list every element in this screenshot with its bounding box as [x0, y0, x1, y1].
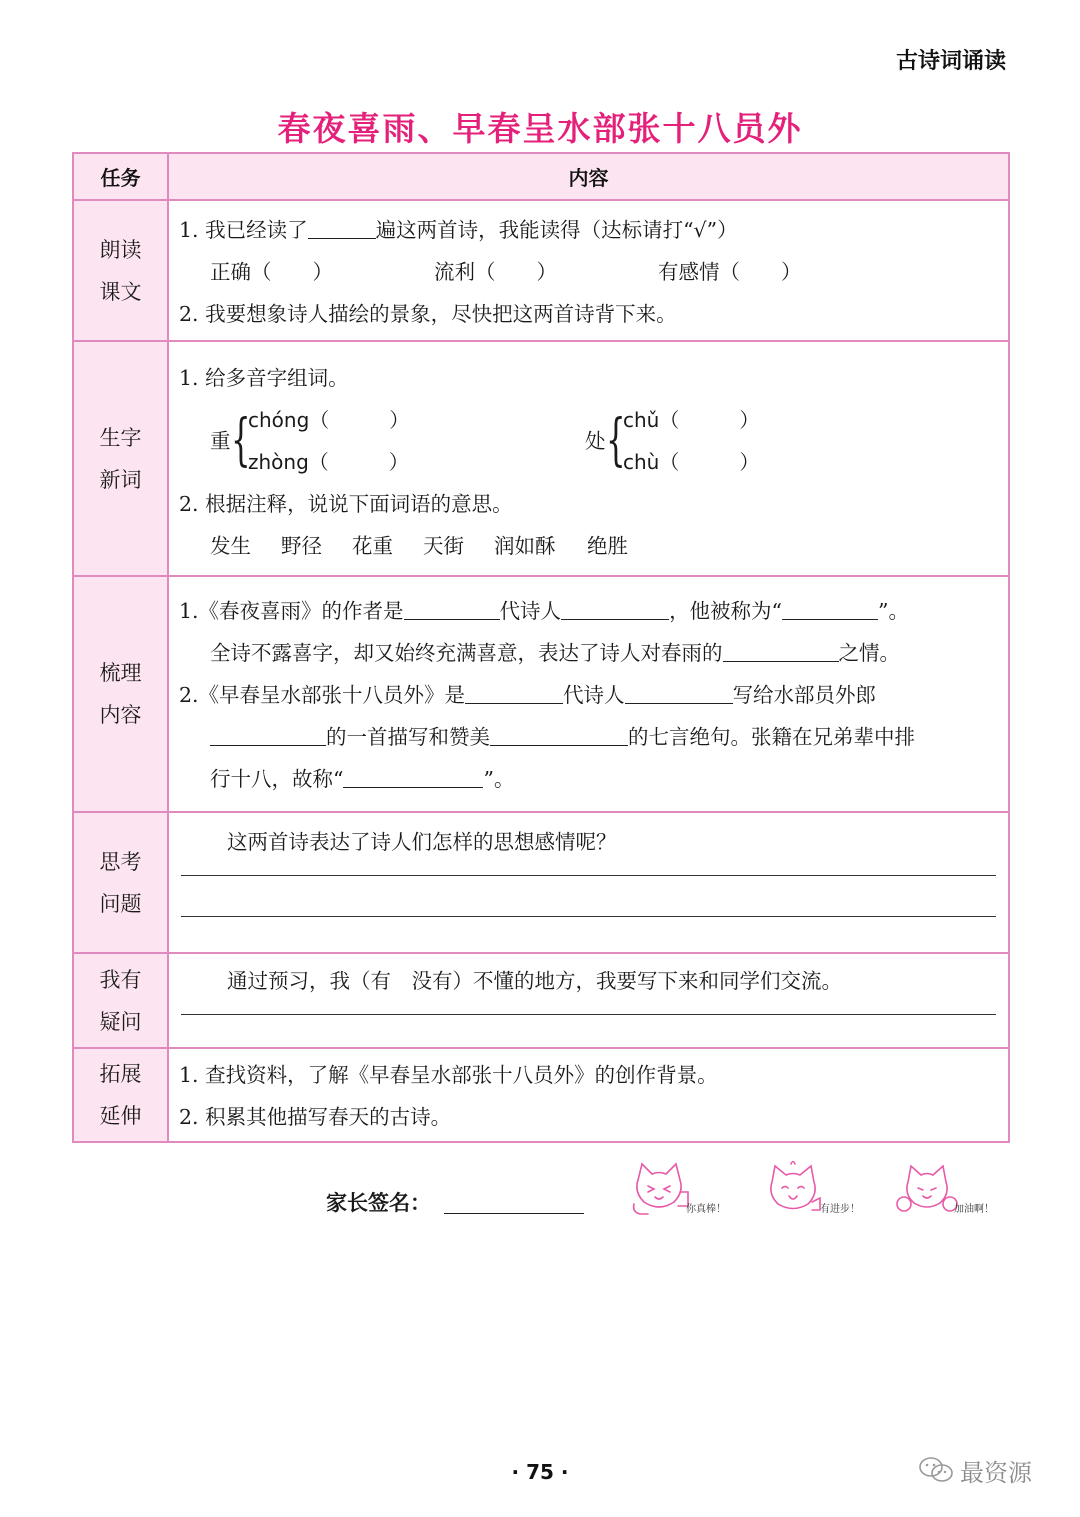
row-words [73, 341, 1009, 576]
term-list [179, 525, 998, 567]
brace-icon: { [231, 408, 251, 473]
cat-thumbs-up-icon [628, 1158, 690, 1220]
organize-line [179, 590, 998, 632]
fill-blank[interactable] [723, 638, 839, 662]
polyphone-char: 重 [210, 429, 231, 453]
polyphone-char: 处 [585, 429, 606, 453]
task-label: 内容 [99, 703, 142, 727]
task-content [73, 576, 168, 812]
content-organize [168, 576, 1009, 812]
fill-blank[interactable] [210, 722, 326, 746]
text: 1. 我已经读了 [179, 218, 308, 242]
task-label: 思考 [99, 849, 142, 874]
wechat-icon [918, 1455, 954, 1485]
text: 2.《早春呈水部张十八员外》是 [179, 683, 466, 707]
term: 润如酥 [494, 534, 556, 558]
sticker-caption: 有进步！ [820, 1204, 860, 1215]
task-label: 课文 [99, 279, 142, 304]
polyphone-row [179, 399, 998, 483]
words-q2: 2. 根据注释，说说下面词语的意思。 [179, 492, 513, 516]
row-content [73, 576, 1009, 812]
fill-blank[interactable] [404, 596, 500, 620]
task-label: 生字 [99, 425, 142, 450]
row-doubts [73, 953, 1009, 1048]
cat-cheering-icon [896, 1158, 958, 1220]
text: 代诗人 [563, 683, 625, 707]
task-label: 梳理 [99, 661, 142, 685]
sticker-great [628, 1158, 740, 1220]
term: 发生 [210, 534, 251, 558]
text: 1.《春夜喜雨》的作者是 [179, 599, 404, 623]
signature-line[interactable] [444, 1213, 584, 1214]
text: 行十八，故称“ [210, 767, 344, 791]
task-label: 延伸 [99, 1104, 142, 1128]
content-doubts [168, 953, 1009, 1048]
task-label: 新词 [99, 467, 142, 492]
pinyin-entry[interactable]: chóng（ ） [248, 408, 410, 432]
answer-line[interactable] [181, 875, 996, 876]
text: 写给水部员外郎 [732, 683, 877, 707]
text: 的一首描写和赞美 [326, 725, 490, 749]
task-doubts [73, 953, 168, 1048]
table-header-row [73, 153, 1009, 200]
text: 全诗不露喜字，却又始终充满喜意，表达了诗人对春雨的 [210, 641, 723, 665]
watermark-text: 最资源 [960, 1458, 1032, 1487]
fill-blank[interactable] [561, 596, 669, 620]
task-thinking [73, 812, 168, 953]
answer-line[interactable] [181, 916, 996, 917]
extension-q2: 2. 积累其他描写春天的古诗。 [179, 1105, 452, 1129]
task-label: 我有 [99, 967, 142, 992]
reading-options [179, 251, 998, 293]
row-reading [73, 200, 1009, 341]
task-words [73, 341, 168, 576]
thinking-question: 这两首诗表达了诗人们怎样的思想感情呢？ [227, 830, 617, 854]
header-content: 内容 [168, 153, 1009, 200]
row-extension [73, 1048, 1009, 1142]
pinyin-entry[interactable]: zhòng（ ） [248, 450, 409, 474]
term: 花重 [352, 534, 393, 558]
pinyin-entry[interactable]: chù（ ） [623, 450, 760, 474]
content-words [168, 341, 1009, 576]
sticker-caption: 加油啊！ [954, 1204, 994, 1215]
reading-q2: 2. 我要想象诗人描绘的景象，尽快把这两首诗背下来。 [179, 302, 677, 326]
row-thinking [73, 812, 1009, 953]
organize-line [179, 758, 998, 800]
term: 天街 [423, 534, 464, 558]
text: 的七言绝句。张籍在兄弟辈中排 [628, 725, 915, 749]
doubts-text: 通过预习，我（有 没有）不懂的地方，我要写下来和同学们交流。 [227, 969, 842, 993]
page-number: · 75 · [511, 1460, 569, 1484]
option-correct[interactable]: 正确（ ） [210, 260, 333, 284]
term: 野径 [281, 534, 322, 558]
text: ”。 [878, 599, 910, 623]
words-q1: 1. 给多音字组词。 [179, 366, 349, 390]
organize-line [179, 674, 998, 716]
fill-blank[interactable] [490, 722, 628, 746]
brace-icon: { [606, 408, 626, 473]
watermark [918, 1450, 1032, 1490]
sticker-caption: 你真棒！ [686, 1204, 726, 1215]
task-label: 朗读 [99, 237, 142, 262]
section-label: 古诗词诵读 [895, 49, 1006, 74]
header-task: 任务 [73, 153, 168, 200]
content-reading [168, 200, 1009, 341]
task-table [72, 152, 1010, 1143]
text: 之情。 [838, 641, 900, 665]
option-fluent[interactable]: 流利（ ） [434, 260, 557, 284]
organize-line [179, 716, 998, 758]
option-emotion[interactable]: 有感情（ ） [658, 260, 802, 284]
sticker-progress [762, 1158, 874, 1220]
task-reading [73, 200, 168, 341]
fill-blank[interactable] [625, 680, 733, 704]
cat-happy-icon [762, 1158, 824, 1220]
fill-blank[interactable] [782, 596, 878, 620]
fill-blank[interactable] [308, 215, 376, 239]
text: ，他被称为“ [669, 599, 783, 623]
organize-line [179, 632, 998, 674]
content-thinking [168, 812, 1009, 953]
task-extension [73, 1048, 168, 1142]
fill-blank[interactable] [343, 764, 483, 788]
text: ”。 [483, 767, 515, 791]
fill-blank[interactable] [465, 680, 563, 704]
page-title: 春夜喜雨、早春呈水部张十八员外 [277, 109, 803, 148]
sticker-cheer [896, 1158, 1008, 1220]
task-label: 疑问 [99, 1009, 142, 1034]
task-label: 拓展 [99, 1062, 142, 1086]
task-label: 问题 [99, 891, 142, 916]
answer-line[interactable] [181, 1014, 996, 1015]
extension-q1: 1. 查找资料，了解《早春呈水部张十八员外》的创作背景。 [179, 1063, 718, 1087]
text: 遍这两首诗，我能读得（达标请打“√”） [375, 218, 738, 242]
signature-label: 家长签名： [326, 1191, 431, 1215]
reading-q1 [179, 209, 998, 251]
text: 代诗人 [499, 599, 562, 623]
term: 绝胜 [587, 534, 628, 558]
pinyin-entry[interactable]: chǔ（ ） [623, 408, 760, 432]
content-extension [168, 1048, 1009, 1142]
